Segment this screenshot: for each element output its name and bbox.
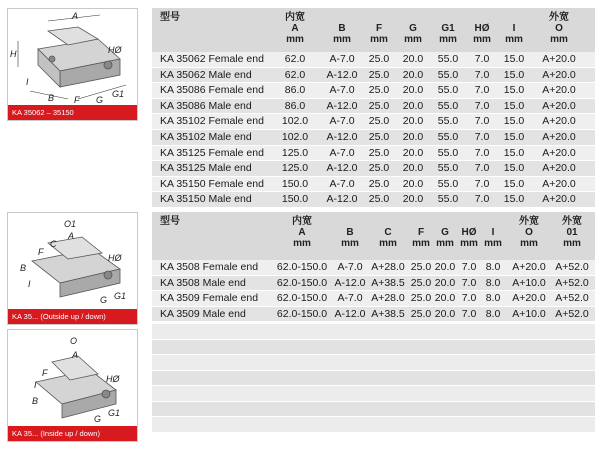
table-cell: 7.0 (474, 193, 490, 206)
table-row (152, 68, 595, 84)
table-cell: KA 3509 Male end (160, 307, 246, 320)
table-cell: 7.0 (474, 146, 490, 159)
table-cell: A+20.0 (542, 177, 576, 190)
thumbnail-outside-up-down (7, 212, 138, 325)
column-header (397, 12, 429, 45)
table-cell: 25.0 (368, 99, 390, 112)
table-cell: 7.0 (474, 162, 490, 175)
table-cell: KA 35102 Male end (160, 130, 252, 143)
table-cell: A-7.0 (329, 177, 355, 190)
dim-label-f: F (74, 95, 80, 105)
header-top (466, 12, 498, 23)
table-cell: 8.0 (485, 292, 501, 305)
table-cell: 7.0 (474, 68, 490, 81)
table-cell: 15.0 (503, 99, 525, 112)
table-cell: A-12.0 (326, 193, 358, 206)
header-top (397, 12, 429, 23)
column-header (275, 12, 315, 45)
header-top: 型号 (160, 12, 180, 23)
header-mid: O (525, 227, 533, 238)
header-mid: F (375, 23, 383, 34)
table-cell: A+20.0 (542, 162, 576, 175)
table-cell: A-12.0 (326, 162, 358, 175)
table-cell: 15.0 (503, 68, 525, 81)
table-cell: A+10.0 (512, 276, 546, 289)
table-cell: 62.0-150.0 (276, 261, 328, 273)
header-bottom: mm (460, 238, 478, 249)
dim-label-i: I (26, 77, 29, 87)
column-header (457, 216, 481, 249)
column-header (432, 12, 464, 45)
empty-row (152, 417, 595, 432)
table-body (152, 260, 595, 322)
table-cell: 7.0 (474, 53, 490, 65)
header-top: 外宽 (549, 12, 569, 23)
table-cell: 62.0-150.0 (276, 307, 328, 320)
table-cell: 25.0 (410, 307, 432, 320)
column-header (481, 216, 505, 249)
column-header (432, 216, 458, 249)
header-bottom: mm (286, 34, 304, 45)
empty-row (152, 324, 595, 339)
header-mid: I (491, 227, 495, 238)
table-cell: 15.0 (503, 146, 525, 159)
header-bottom: mm (439, 34, 457, 45)
dim-label-h: H (10, 49, 17, 59)
column-header (408, 216, 434, 249)
table-cell: A-12.0 (326, 68, 358, 81)
table-cell: A-12.0 (326, 99, 358, 112)
table-cell: A+10.0 (512, 307, 546, 320)
table-cell: KA 35086 Male end (160, 99, 252, 112)
header-mid: G (441, 227, 449, 238)
column-header (368, 216, 408, 249)
table-cell: A+52.0 (555, 276, 589, 289)
table-cell: A+20.0 (542, 115, 576, 128)
table-cell: 25.0 (410, 276, 432, 289)
table-cell: A+38.5 (371, 276, 405, 289)
header-top (457, 216, 481, 227)
header-bottom: mm (473, 34, 491, 45)
table-cell: 7.0 (461, 261, 477, 273)
table-cell: 55.0 (437, 177, 459, 190)
header-top: 外宽 (519, 216, 539, 227)
header-mid: 01 (566, 227, 578, 238)
table-cell: 62.0 (284, 68, 306, 81)
dim-label-a: A (72, 11, 79, 21)
thumbnail-inside-up-down (7, 329, 138, 442)
table-cell: 25.0 (368, 84, 390, 97)
column-header (466, 12, 498, 45)
table-cell: KA 35150 Male end (160, 193, 252, 206)
thumbnail-caption: KA 35... (Outside up / down) (8, 309, 137, 324)
header-bottom: mm (550, 34, 568, 45)
table-cell: KA 3509 Female end (160, 292, 259, 305)
table-cell: 55.0 (437, 68, 459, 81)
header-bottom (160, 238, 240, 249)
table-cell: 25.0 (368, 162, 390, 175)
dim-label-g: G (100, 295, 108, 305)
table-cell: A-12.0 (326, 130, 358, 143)
table-cell: 86.0 (284, 99, 306, 112)
table-cell: 55.0 (437, 115, 459, 128)
table-cell: 20.0 (402, 162, 424, 175)
header-top (330, 216, 370, 227)
dim-label-i: I (28, 279, 31, 289)
spec-table-ka3508-3509 (152, 212, 595, 322)
header-bottom: mm (563, 238, 581, 249)
table-cell: 20.0 (402, 130, 424, 143)
header-mid (160, 23, 240, 34)
header-bottom (160, 34, 240, 45)
table-cell: 20.0 (402, 177, 424, 190)
table-cell: 25.0 (368, 193, 390, 206)
header-bottom: mm (436, 238, 454, 249)
table-cell: 86.0 (284, 84, 306, 97)
table-cell: 25.0 (410, 292, 432, 305)
header-bottom: mm (484, 238, 502, 249)
table-cell: 20.0 (434, 261, 456, 273)
empty-row (152, 340, 595, 355)
table-cell: 55.0 (437, 146, 459, 159)
column-header (330, 216, 370, 249)
table-cell: 62.0 (284, 53, 306, 65)
table-cell: KA 3508 Male end (160, 276, 246, 289)
table-row (152, 260, 595, 276)
column-header (550, 216, 594, 249)
table-cell: 7.0 (461, 276, 477, 289)
table-row (152, 276, 595, 292)
header-bottom: mm (379, 238, 397, 249)
bracket-drawing-3 (8, 330, 137, 426)
table-cell: KA 35086 Female end (160, 84, 264, 97)
table-cell: A+52.0 (555, 307, 589, 320)
table-body (152, 52, 595, 208)
table-cell: 15.0 (503, 53, 525, 65)
table-cell: 25.0 (368, 68, 390, 81)
header-mid (160, 227, 240, 238)
dim-label-b: B (48, 93, 55, 103)
table-row (152, 192, 595, 208)
table-cell: A-7.0 (329, 146, 355, 159)
table-cell: A+20.0 (542, 193, 576, 206)
dim-label-ho: HØ (106, 374, 120, 384)
thumbnail-caption: KA 35... (Inside up / down) (8, 426, 137, 441)
table-row (152, 83, 595, 99)
table-cell: 15.0 (503, 162, 525, 175)
table-cell: 15.0 (503, 193, 525, 206)
bracket-drawing-2 (8, 213, 137, 309)
table-cell: 20.0 (402, 99, 424, 112)
table-cell: 125.0 (281, 146, 309, 159)
header-top: 内宽 (285, 12, 305, 23)
column-header (363, 12, 395, 45)
table-cell: 20.0 (434, 307, 456, 320)
table-cell: A-7.0 (329, 53, 355, 65)
table-cell: KA 35125 Female end (160, 146, 264, 159)
table-cell: 8.0 (485, 307, 501, 320)
table-cell: 20.0 (402, 146, 424, 159)
header-top (368, 216, 408, 227)
dim-label-b: B (20, 263, 27, 273)
header-top: 内宽 (292, 216, 312, 227)
table-row (152, 177, 595, 193)
header-bottom: mm (293, 238, 311, 249)
column-header (507, 216, 551, 249)
table-cell: KA 3508 Female end (160, 261, 259, 273)
column-header (160, 12, 240, 45)
table-cell: 20.0 (402, 53, 424, 65)
table-row (152, 99, 595, 115)
table-row (152, 52, 595, 68)
dim-label-g1: G1 (108, 408, 121, 418)
dim-label-i: I (34, 380, 37, 390)
table-cell: 25.0 (410, 261, 432, 273)
table-cell: A-7.0 (329, 115, 355, 128)
table-cell: 20.0 (434, 276, 456, 289)
table-cell: 25.0 (368, 177, 390, 190)
dim-label-ho: HØ (108, 253, 122, 263)
table-cell: 150.0 (281, 193, 309, 206)
table-cell: 20.0 (402, 193, 424, 206)
table-cell: A+20.0 (542, 53, 576, 65)
header-bottom: mm (412, 238, 430, 249)
header-mid: A (298, 227, 306, 238)
table-cell: A-12.0 (334, 307, 366, 320)
table-cell: A-7.0 (337, 292, 363, 305)
empty-row (152, 371, 595, 386)
header-top (498, 12, 530, 23)
table-cell: A-7.0 (337, 261, 363, 273)
dim-label-f: F (42, 368, 48, 378)
dim-label-c: C (50, 239, 57, 249)
table-cell: 20.0 (434, 292, 456, 305)
header-top: 外宽 (562, 216, 582, 227)
table-cell: KA 35062 Male end (160, 68, 252, 81)
dim-label-o1: O1 (64, 219, 77, 229)
table-cell: 15.0 (503, 115, 525, 128)
table-cell: 7.0 (474, 130, 490, 143)
header-bottom: mm (505, 34, 523, 45)
table-cell: A+20.0 (512, 261, 546, 273)
table-row (152, 161, 595, 177)
table-row (152, 130, 595, 146)
table-cell: 55.0 (437, 130, 459, 143)
table-cell: 62.0-150.0 (276, 292, 328, 305)
header-bottom: mm (370, 34, 388, 45)
header-mid: G1 (441, 23, 455, 34)
column-header (322, 12, 362, 45)
table-row (152, 291, 595, 307)
header-top (408, 216, 434, 227)
header-top (432, 216, 458, 227)
table-cell: 7.0 (461, 307, 477, 320)
table-cell: 15.0 (503, 130, 525, 143)
table-cell: 55.0 (437, 162, 459, 175)
dim-label-g: G (96, 95, 104, 105)
column-header (160, 216, 240, 249)
header-top (322, 12, 362, 23)
table-cell: A+20.0 (542, 84, 576, 97)
dim-label-a: A (72, 350, 79, 360)
table-cell: 8.0 (485, 261, 501, 273)
table-header (152, 212, 595, 260)
table-cell: 55.0 (437, 99, 459, 112)
column-header (273, 216, 331, 249)
table-cell: 55.0 (437, 84, 459, 97)
table-cell: 20.0 (402, 68, 424, 81)
table-cell: 150.0 (281, 177, 309, 190)
spec-table-ka35062-35150 (152, 8, 595, 208)
header-top: 型号 (160, 216, 180, 227)
empty-row (152, 402, 595, 417)
table-cell: 102.0 (281, 130, 309, 143)
header-bottom: mm (520, 238, 538, 249)
header-mid: O (555, 23, 563, 34)
dim-label-f: F (38, 247, 44, 257)
table-cell: 15.0 (503, 84, 525, 97)
table-cell: KA 35102 Female end (160, 115, 264, 128)
table-cell: A+20.0 (542, 130, 576, 143)
header-mid: I (512, 23, 516, 34)
table-cell: 20.0 (402, 84, 424, 97)
empty-row (152, 386, 595, 401)
header-mid: F (417, 227, 425, 238)
table-row (152, 114, 595, 130)
thumbnail-caption: KA 35062 – 35150 (8, 105, 137, 120)
dim-label-o: O (70, 336, 78, 346)
table-cell: 102.0 (281, 115, 309, 128)
table-cell: A+20.0 (542, 68, 576, 81)
column-header (535, 12, 583, 45)
header-bottom: mm (333, 34, 351, 45)
header-mid: G (409, 23, 417, 34)
table-cell: 25.0 (368, 130, 390, 143)
dim-label-g1: G1 (112, 89, 125, 99)
table-cell: A+20.0 (512, 292, 546, 305)
table-cell: A+20.0 (542, 99, 576, 112)
table-cell: 125.0 (281, 162, 309, 175)
table-cell: 7.0 (474, 115, 490, 128)
table-cell: 20.0 (402, 115, 424, 128)
dim-label-b: B (32, 396, 39, 406)
table-header (152, 8, 595, 52)
column-header (498, 12, 530, 45)
header-mid: HØ (474, 23, 490, 34)
table-cell: A-12.0 (334, 276, 366, 289)
table-row (152, 307, 595, 323)
table-cell: A+28.0 (371, 261, 405, 273)
empty-row (152, 355, 595, 370)
table-cell: A+52.0 (555, 261, 589, 273)
table-cell: 15.0 (503, 177, 525, 190)
table-cell: 62.0-150.0 (276, 276, 328, 289)
header-mid: B (346, 227, 354, 238)
dim-label-g1: G1 (114, 291, 127, 301)
header-mid: B (338, 23, 346, 34)
header-bottom: mm (341, 238, 359, 249)
table-cell: KA 35150 Female end (160, 177, 264, 190)
table-cell: 55.0 (437, 193, 459, 206)
table-cell: A-7.0 (329, 84, 355, 97)
table-cell: KA 35125 Male end (160, 162, 252, 175)
table-cell: 7.0 (474, 177, 490, 190)
header-top (432, 12, 464, 23)
table-cell: 25.0 (368, 146, 390, 159)
header-mid: A (291, 23, 299, 34)
table-cell: 7.0 (474, 99, 490, 112)
header-top (481, 216, 505, 227)
dim-label-a: A (68, 231, 75, 241)
bracket-drawing-1 (8, 9, 137, 105)
table-cell: A+28.0 (371, 292, 405, 305)
header-mid: C (384, 227, 392, 238)
header-bottom: mm (404, 34, 422, 45)
thumbnail-ka35062 (7, 8, 138, 121)
dim-label-ho: HØ (108, 45, 122, 55)
table-cell: KA 35062 Female end (160, 53, 264, 65)
header-top (363, 12, 395, 23)
header-mid: HØ (461, 227, 477, 238)
dim-label-g: G (94, 414, 102, 424)
table-cell: A+20.0 (542, 146, 576, 159)
table-cell: 7.0 (461, 292, 477, 305)
table-cell: 25.0 (368, 115, 390, 128)
table-cell: A+52.0 (555, 292, 589, 305)
table-cell: 7.0 (474, 84, 490, 97)
table-cell: 25.0 (368, 53, 390, 65)
table-row (152, 146, 595, 162)
table-cell: 8.0 (485, 276, 501, 289)
table-cell: A+38.5 (371, 307, 405, 320)
table-cell: 55.0 (437, 53, 459, 65)
